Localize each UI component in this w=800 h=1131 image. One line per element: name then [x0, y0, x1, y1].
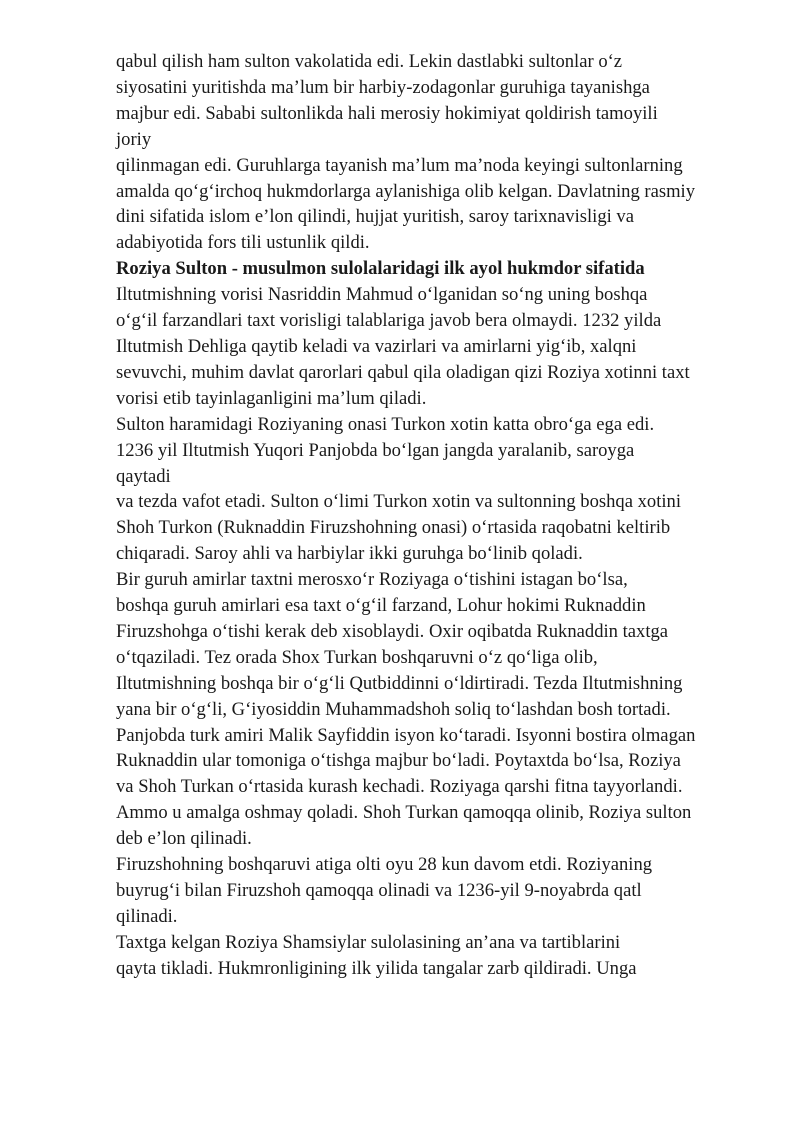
text-line: o‘tqaziladi. Tez orada Shox Turkan boshqaruvni o‘z qo‘liga olib,: [116, 646, 598, 668]
text-line: Panjobda turk amiri Malik Sayfiddin isyon ko‘taradi. Isyonni bostira olmagan: [116, 724, 696, 746]
text-line: majbur edi. Sababi sultonlikda hali merosiy hokimiyat qoldirish tamoyili: [116, 102, 658, 124]
text-line: Shoh Turkon (Ruknaddin Firuzshohning onasi) o‘rtasida raqobatni keltirib: [116, 517, 671, 539]
text-line: Firuzshohning boshqaruvi atiga olti oyu 28 kun davom etdi. Roziyaning: [116, 854, 653, 876]
text-line: qabul qilish ham sulton vakolatida edi. Lekin dastlabki sultonlar o‘z: [116, 51, 623, 72]
text-line: o‘g‘il farzandlari taxt vorisligi talablariga javob bera olmaydi. 1232 yilda: [116, 310, 662, 332]
text-line: dini sifatida islom e’lon qilindi, hujjat yuritish, saroy tarixnavisligi va: [116, 206, 634, 228]
document-page: [116, 49, 756, 982]
text-line: qilinmagan edi. Guruhlarga tayanish ma’lum ma’noda keyingi sultonlarning: [116, 154, 683, 176]
text-line: buyrug‘i bilan Firuzshoh qamoqqa olinadi va 1236-yil 9-noyabrda qatl: [116, 880, 642, 901]
text-line: Iltutmishning vorisi Nasriddin Mahmud o‘lganidan so‘ng uning boshqa: [116, 284, 648, 306]
text-line: adabiyotida fors tili ustunlik qildi.: [116, 232, 370, 254]
text-line: qaytadi: [116, 465, 171, 487]
text-line: yana bir o‘g‘li, G‘iyosiddin Muhammadshoh soliq to‘lashdan bosh tortadi.: [116, 698, 671, 720]
text-line: qayta tikladi. Hukmronligining ilk yilida tangalar zarb qildiradi. Unga: [116, 957, 637, 979]
text-line: Iltutmishning boshqa bir o‘g‘li Qutbiddinni o‘ldirtiradi. Tezda Iltutmishning: [116, 672, 683, 694]
text-line: sevuvchi, muhim davlat qarorlari qabul qila oladigan qizi Roziya xotinni taxt: [116, 361, 690, 383]
text-line: boshqa guruh amirlari esa taxt o‘g‘il farzand, Lohur hokimi Ruknaddin: [116, 595, 646, 617]
text-line: Bir guruh amirlar taxtni merosxo‘r Roziyaga o‘tishini istagan bo‘lsa,: [116, 569, 628, 591]
section-heading: Roziya Sulton - musulmon sulolalaridagi ilk ayol hukmdor sifatida: [116, 258, 645, 280]
text-line: va Shoh Turkan o‘rtasida kurash kechadi. Roziyaga qarshi fitna tayyorlandi.: [116, 776, 683, 798]
text-line: Iltutmish Dehliga qaytib keladi va vazirlari va amirlarni yig‘ib, xalqni: [116, 335, 637, 357]
text-line: deb e’lon qilinadi.: [116, 828, 252, 850]
text-line: 1236 yil Iltutmish Yuqori Panjobda bo‘lgan jangda yaralanib, saroyga: [116, 439, 635, 461]
text-line: vorisi etib tayinlaganligini ma’lum qiladi.: [116, 387, 427, 409]
paragraph-sultanate-politics: [116, 49, 756, 256]
text-line: amalda qo‘g‘irchoq hukmdorlarga aylanishiga olib kelgan. Davlatning rasmiy: [116, 180, 696, 202]
text-line: siyosatini yuritishda ma’lum bir harbiy-zodagonlar guruhiga tayanishga: [116, 76, 650, 98]
text-line: Ruknaddin ular tomoniga o‘tishga majbur bo‘ladi. Poytaxtda bo‘lsa, Roziya: [116, 750, 681, 772]
text-line: Ammo u amalga oshmay qoladi. Shoh Turkan qamoqqa olinib, Roziya sulton: [116, 802, 692, 824]
text-line: va tezda vafot etadi. Sulton o‘limi Turkon xotin va sultonning boshqa xotini: [116, 491, 682, 513]
text-line: joriy: [116, 128, 152, 150]
text-line: chiqaradi. Saroy ahli va harbiylar ikki guruhga bo‘linib qoladi.: [116, 543, 583, 565]
text-line: qilinadi.: [116, 905, 178, 927]
text-line: Sulton haramidagi Roziyaning onasi Turkon xotin katta obro‘ga ega edi.: [116, 413, 655, 435]
paragraph-roziya-sulton: [116, 282, 756, 981]
text-line: Taxtga kelgan Roziya Shamsiylar sulolasining an’ana va tartiblarini: [116, 931, 621, 953]
text-line: Firuzshohga o‘tishi kerak deb xisoblaydi. Oxir oqibatda Ruknaddin taxtga: [116, 620, 669, 642]
